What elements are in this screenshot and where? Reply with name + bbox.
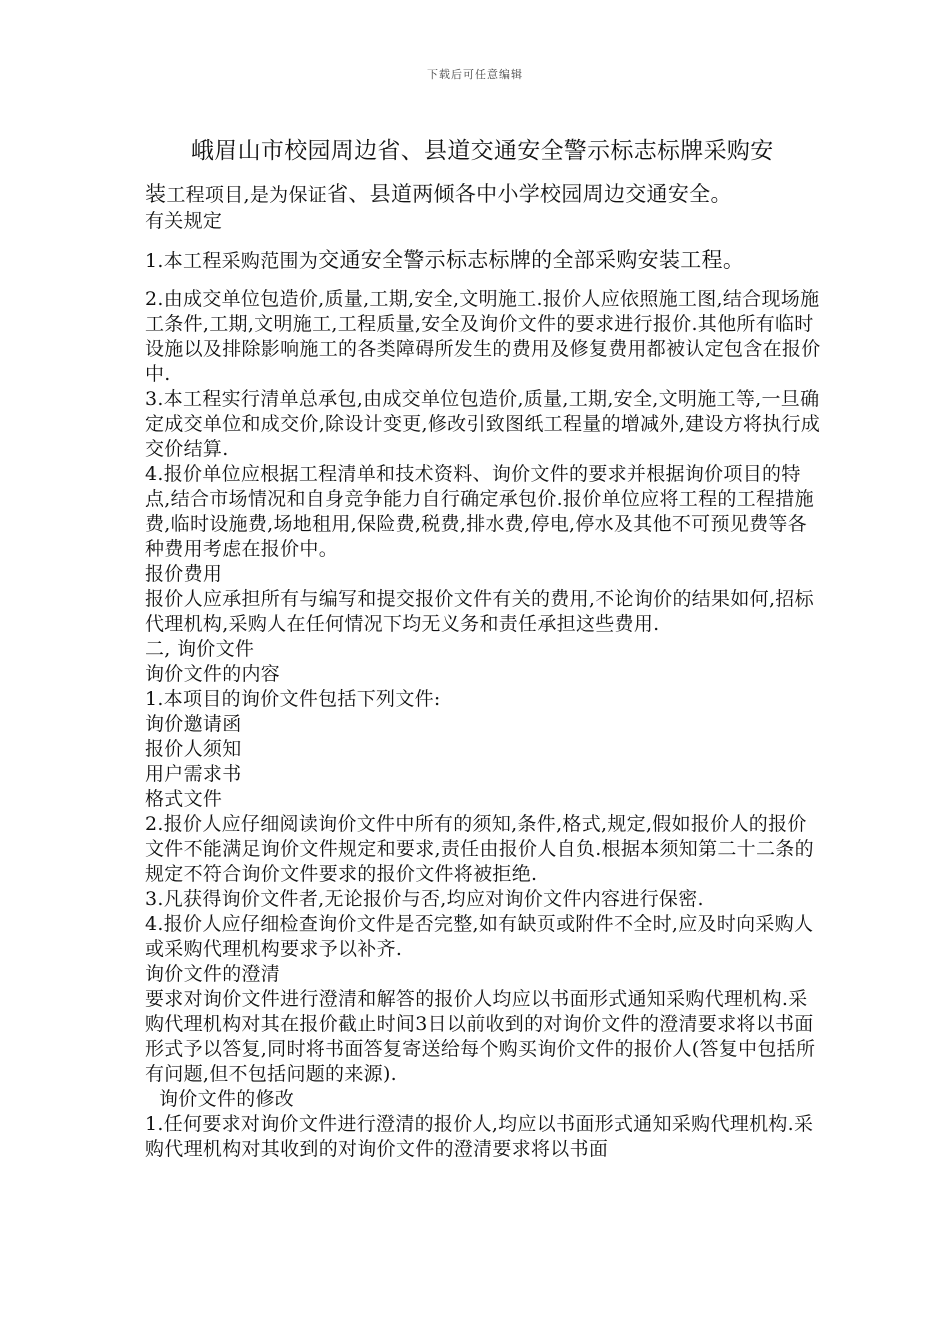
rule-item-4: 4.报价单位应根据工程清单和技术资料、询价文件的要求并根据询价项目的特点,结合市场情况和自身竞争能力自行确定承包价.报价单位应将工程的工程措施费,临时设施费,场地租用,保险费,税费,排水费,停电,停水及其他不可预见费等各种费用考虑在报价中。 (145, 463, 814, 560)
intro-paragraph (145, 180, 825, 209)
document-body (145, 134, 825, 1162)
doc-contents-item-1: 1.本项目的询价文件包括下列文件: (145, 688, 441, 710)
doc-list-item: 询价邀请函 (145, 713, 242, 735)
doc-contents-item-4: 4.报价人应仔细检查询价文件是否完整,如有缺页或附件不全时,应及时向采购人或采购代理机构要求予以补齐. (145, 913, 814, 960)
doc-contents-item-2: 2.报价人应仔细阅读询价文件中所有的须知,条件,格式,规定,假如报价人的报价文件不能满足询价文件规定和要求,责任由报价人自负.根据本须知第二十二条的规定不符合询价文件要求的报价文件将被拒绝. (145, 813, 814, 885)
section-heading-inquiry-docs: 二, 询价文件 (145, 638, 255, 660)
intro-text: 工程项目,是为保证 (166, 184, 328, 206)
fees-paragraph: 报价人应承担所有与编写和提交报价文件有关的费用,不论询价的结果如何,招标代理机构,采购人在任何情况下均无义务和责任承担这些费用. (145, 588, 814, 635)
subheading-doc-contents: 询价文件的内容 (145, 663, 281, 685)
rule-item-1 (145, 246, 825, 275)
doc-list-item: 报价人须知 (145, 738, 242, 760)
rule-item-1-highlight: 交通安全警示标志标牌的全部采购安装工程。 (318, 248, 745, 272)
doc-list-item: 格式文件 (145, 788, 223, 810)
intro-title-end: 装 (145, 182, 167, 206)
doc-list-item: 用户需求书 (145, 763, 242, 785)
document-title: 峨眉山市校园周边省、县道交通安全警示标志标牌采购安 (191, 138, 774, 164)
clarification-paragraph: 要求对询价文件进行澄清和解答的报价人均应以书面形式通知采购代理机构.采购代理机构对其在报价截止时间3日以前收到的对询价文件的澄清要求将以书面形式予以答复,同时将书面答复寄送给每个购买询价文件的报价人(答复中包括所有问题,但不包括问题的来源). (145, 988, 816, 1085)
rule-item-2: 2.由成交单位包造价,质量,工期,安全,文明施工.报价人应依照施工图,结合现场施工条件,工期,文明施工,工程质量,安全及询价文件的要求进行报价.其他所有临时设施以及排除影响施工的各类障碍所发生的费用及修复费用都被认定包含在报价中. (145, 288, 821, 385)
rule-item-3: 3.本工程实行清单总承包,由成交单位包造价,质量,工期,安全,文明施工等,一旦确定成交单位和成交价,除设计变更,修改引致图纸工程量的增减外,建设方将执行成交价结算. (145, 388, 821, 460)
subheading-modification: 询价文件的修改 (159, 1088, 295, 1110)
modification-item-1: 1.任何要求对询价文件进行澄清的报价人,均应以书面形式通知采购代理机构.采购代理机构对其收到的对询价文件的澄清要求将以书面 (145, 1113, 814, 1160)
subheading-clarification: 询价文件的澄清 (145, 963, 281, 985)
section-heading-rules: 有关规定 (145, 210, 223, 232)
section-heading-fees: 报价费用 (145, 563, 223, 585)
header-note: 下载后可任意编辑 (427, 68, 523, 81)
intro-highlight: 省、县道两倾各中小学校园周边交通安全。 (327, 182, 732, 206)
doc-contents-item-3: 3.凡获得询价文件者,无论报价与否,均应对询价文件内容进行保密. (145, 888, 704, 910)
rule-item-1-text: 1.本工程采购范围为 (145, 250, 319, 272)
